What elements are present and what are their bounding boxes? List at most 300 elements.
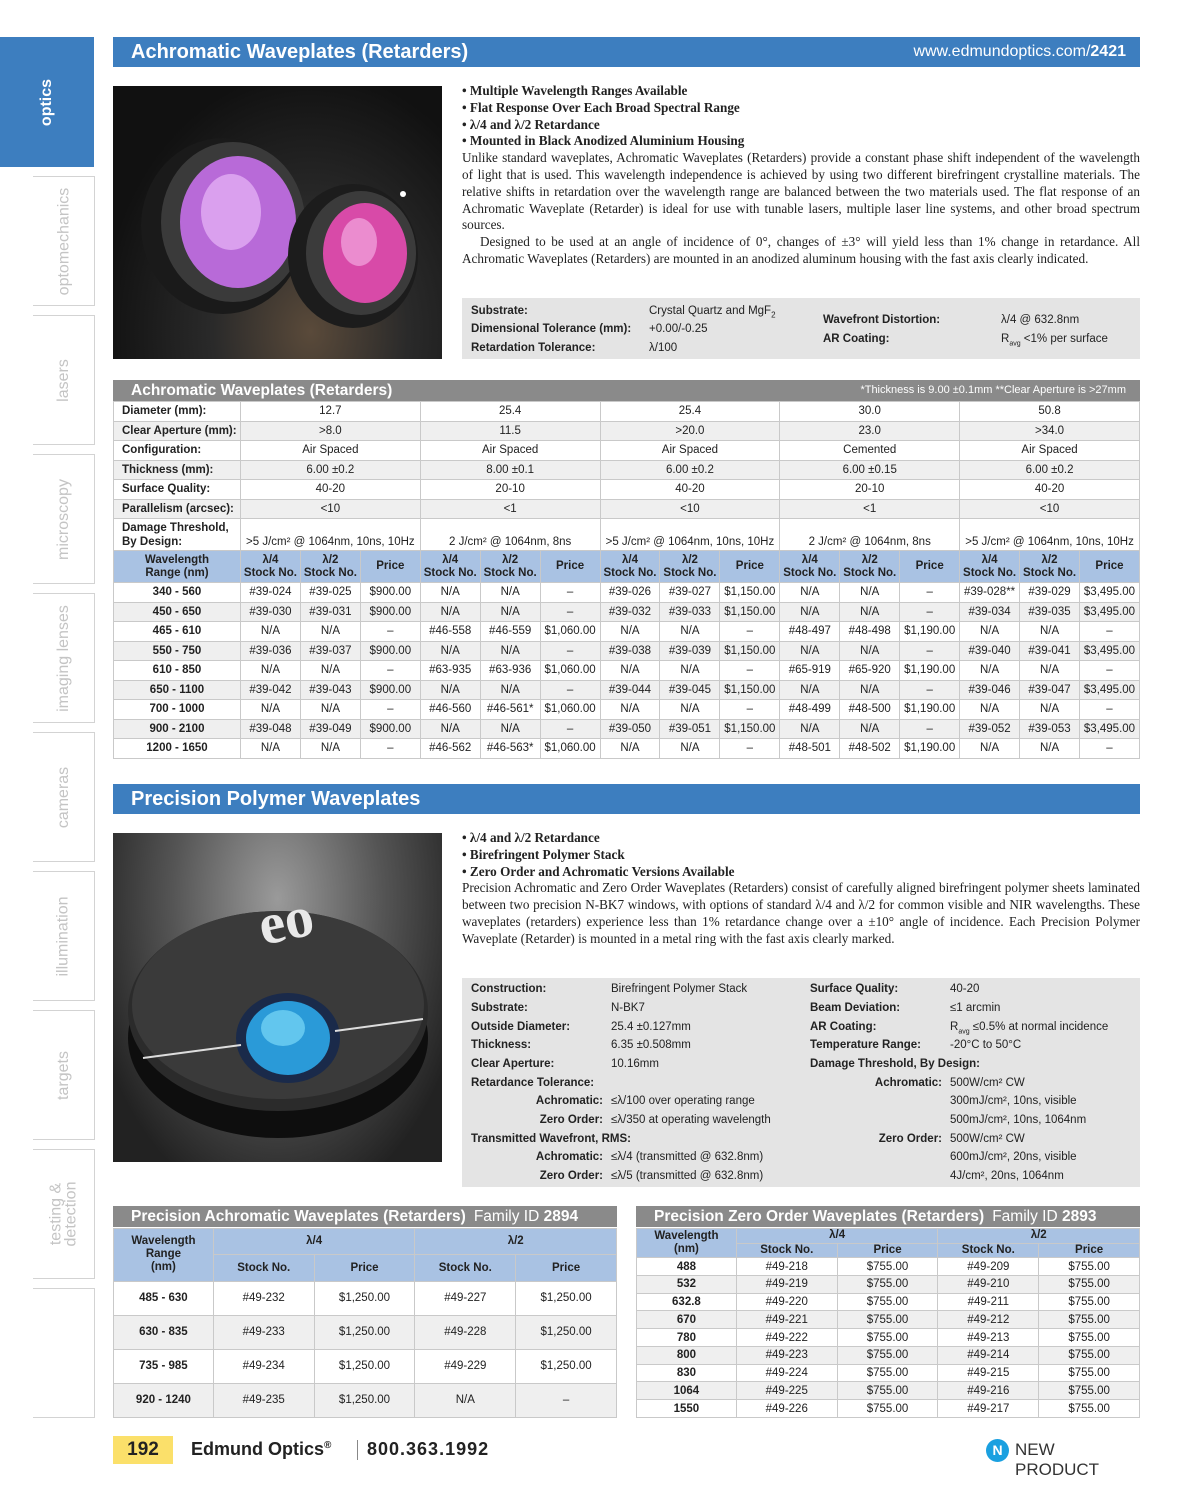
data-cell: N/A bbox=[840, 583, 900, 603]
spec-cell: >5 J/cm² @ 1064nm, 10ns, 10Hz bbox=[960, 519, 1140, 551]
spec-cell: 40-20 bbox=[960, 480, 1140, 500]
column-header: Stock No. bbox=[415, 1255, 516, 1281]
data-cell[interactable]: #46-562 bbox=[420, 739, 480, 759]
data-cell: $3,495.00 bbox=[1080, 680, 1140, 700]
page-number: 192 bbox=[113, 1436, 173, 1464]
data-cell[interactable]: #49-214 bbox=[938, 1346, 1039, 1364]
spec-cell: <10 bbox=[240, 499, 420, 519]
spec-cell: 20-10 bbox=[780, 480, 960, 500]
spec-cell: Air Spaced bbox=[240, 441, 420, 461]
data-cell[interactable]: #49-215 bbox=[938, 1364, 1039, 1382]
data-cell[interactable]: #65-920 bbox=[840, 661, 900, 681]
spec-cell: Air Spaced bbox=[600, 441, 780, 461]
range-cell: 735 - 985 bbox=[114, 1349, 214, 1383]
data-cell[interactable]: #39-040 bbox=[960, 641, 1020, 661]
data-cell[interactable]: #39-052 bbox=[960, 719, 1020, 739]
data-cell: $755.00 bbox=[1039, 1329, 1140, 1347]
table-row bbox=[637, 1258, 1140, 1276]
data-cell: $3,495.00 bbox=[1080, 719, 1140, 739]
data-cell[interactable]: #48-498 bbox=[840, 622, 900, 642]
product-photo-polymer-waveplate bbox=[113, 833, 442, 1162]
data-cell: N/A bbox=[300, 622, 360, 642]
spec-value: Crystal Quartz and MgF$_2$ bbox=[649, 305, 776, 320]
table-header-row bbox=[637, 1229, 1140, 1244]
column-header: Wavelength (nm) bbox=[637, 1229, 737, 1258]
data-cell: N/A bbox=[420, 719, 480, 739]
table-row bbox=[114, 602, 1140, 622]
data-cell: $755.00 bbox=[1039, 1382, 1140, 1400]
data-cell: $1,250.00 bbox=[516, 1349, 617, 1383]
data-cell: N/A bbox=[420, 583, 480, 603]
data-cell: $3,495.00 bbox=[1080, 641, 1140, 661]
data-cell: $1,150.00 bbox=[720, 680, 780, 700]
data-cell: – bbox=[900, 680, 960, 700]
data-cell: N/A bbox=[600, 739, 660, 759]
column-header: λ/2 Stock No. bbox=[660, 551, 720, 583]
data-cell[interactable]: #39-042 bbox=[240, 680, 300, 700]
table-row bbox=[114, 641, 1140, 661]
column-header: λ/4 Stock No. bbox=[420, 551, 480, 583]
data-cell: $755.00 bbox=[837, 1364, 938, 1382]
data-cell[interactable]: #39-033 bbox=[660, 602, 720, 622]
data-cell: – bbox=[516, 1383, 617, 1417]
data-cell: N/A bbox=[480, 719, 540, 739]
data-cell[interactable]: #63-936 bbox=[480, 661, 540, 681]
data-cell: $755.00 bbox=[837, 1382, 938, 1400]
spec-cell: <1 bbox=[780, 499, 960, 519]
data-cell[interactable]: #39-039 bbox=[660, 641, 720, 661]
spec-label: Surface Quality: bbox=[114, 480, 241, 500]
data-cell: N/A bbox=[780, 583, 840, 603]
data-cell[interactable]: #46-560 bbox=[420, 700, 480, 720]
table-row bbox=[114, 739, 1140, 759]
data-cell: $1,190.00 bbox=[900, 700, 960, 720]
data-cell: $1,190.00 bbox=[900, 739, 960, 759]
data-cell: N/A bbox=[780, 680, 840, 700]
column-header: Price bbox=[720, 551, 780, 583]
data-cell: N/A bbox=[1020, 661, 1080, 681]
data-cell: N/A bbox=[1020, 622, 1080, 642]
data-cell[interactable]: #48-500 bbox=[840, 700, 900, 720]
feature-item: • Zero Order and Achromatic Versions Available bbox=[462, 863, 735, 879]
feature-item: • λ/4 and λ/2 Retardance bbox=[462, 830, 600, 845]
data-cell[interactable]: #39-027 bbox=[660, 583, 720, 603]
spec-cell: 30.0 bbox=[780, 402, 960, 422]
data-cell: N/A bbox=[240, 622, 300, 642]
data-cell[interactable]: #49-229 bbox=[415, 1349, 516, 1383]
data-cell: – bbox=[900, 641, 960, 661]
data-cell: N/A bbox=[480, 680, 540, 700]
data-cell: $755.00 bbox=[837, 1400, 938, 1418]
data-cell[interactable]: #49-213 bbox=[938, 1329, 1039, 1347]
range-cell: 1064 bbox=[637, 1382, 737, 1400]
data-cell: $755.00 bbox=[1039, 1400, 1140, 1418]
side-tab-lasers[interactable]: lasers bbox=[33, 315, 95, 445]
side-tab-imaging-lenses[interactable]: imaging lenses bbox=[33, 593, 95, 723]
feature-list bbox=[462, 83, 1140, 150]
range-cell: 670 bbox=[637, 1311, 737, 1329]
data-cell[interactable]: #49-218 bbox=[736, 1258, 837, 1276]
data-cell: N/A bbox=[1020, 739, 1080, 759]
data-cell[interactable]: #49-216 bbox=[938, 1382, 1039, 1400]
data-cell[interactable]: #48-501 bbox=[780, 739, 840, 759]
column-header: Wavelength Range (nm) bbox=[114, 1229, 214, 1282]
data-cell[interactable]: #39-026 bbox=[600, 583, 660, 603]
data-cell[interactable]: #49-222 bbox=[736, 1329, 837, 1347]
spec-label: Clear Aperture (mm): bbox=[114, 421, 241, 441]
data-cell: $755.00 bbox=[837, 1293, 938, 1311]
spec-label: Damage Threshold, By Design: bbox=[114, 519, 241, 551]
waveplate-illustration bbox=[113, 86, 442, 359]
column-header: λ/2 Stock No. bbox=[300, 551, 360, 583]
table-title-precision-achromatic: Precision Achromatic Waveplates (Retarders) Family ID 2894 bbox=[113, 1206, 617, 1227]
data-cell[interactable]: #49-234 bbox=[213, 1349, 314, 1383]
table-note: *Thickness is 9.00 ±0.1mm **Clear Aperture is >27mm bbox=[860, 384, 1126, 396]
range-cell: 630 - 835 bbox=[114, 1315, 214, 1349]
data-cell[interactable]: #49-227 bbox=[415, 1281, 516, 1315]
data-cell[interactable]: #49-219 bbox=[736, 1275, 837, 1293]
data-cell: $1,250.00 bbox=[516, 1315, 617, 1349]
data-cell: $755.00 bbox=[837, 1329, 938, 1347]
spec-cell: >5 J/cm² @ 1064nm, 10ns, 10Hz bbox=[600, 519, 780, 551]
spec-cell: >20.0 bbox=[600, 421, 780, 441]
table-row bbox=[114, 622, 1140, 642]
data-cell[interactable]: #39-049 bbox=[300, 719, 360, 739]
data-cell: N/A bbox=[960, 700, 1020, 720]
data-cell[interactable]: #65-919 bbox=[780, 661, 840, 681]
data-cell[interactable]: #39-038 bbox=[600, 641, 660, 661]
section-banner-achromatic bbox=[113, 37, 1140, 67]
data-cell[interactable]: #39-045 bbox=[660, 680, 720, 700]
data-cell: N/A bbox=[420, 641, 480, 661]
data-cell: $3,495.00 bbox=[1080, 583, 1140, 603]
data-cell[interactable]: #49-209 bbox=[938, 1258, 1039, 1276]
data-cell[interactable]: #49-212 bbox=[938, 1311, 1039, 1329]
data-cell: $1,060.00 bbox=[540, 739, 600, 759]
data-cell[interactable]: #39-035 bbox=[1020, 602, 1080, 622]
column-header: λ/4 bbox=[213, 1229, 415, 1255]
range-cell: 485 - 630 bbox=[114, 1281, 214, 1315]
data-cell: N/A bbox=[960, 661, 1020, 681]
data-cell: N/A bbox=[660, 739, 720, 759]
data-cell: – bbox=[1080, 622, 1140, 642]
column-header: λ/2 Stock No. bbox=[840, 551, 900, 583]
data-cell: – bbox=[540, 680, 600, 700]
data-cell: N/A bbox=[300, 700, 360, 720]
data-cell[interactable]: #49-221 bbox=[736, 1311, 837, 1329]
spec-cell: 2 J/cm² @ 1064nm, 8ns bbox=[780, 519, 960, 551]
column-header: Price bbox=[516, 1255, 617, 1281]
spec-row-damage bbox=[114, 519, 1140, 551]
range-cell: 1550 bbox=[637, 1400, 737, 1418]
range-cell: 632.8 bbox=[637, 1293, 737, 1311]
precision-achromatic-table bbox=[113, 1228, 617, 1418]
column-header: λ/2 bbox=[415, 1229, 617, 1255]
column-header: Price bbox=[837, 1243, 938, 1258]
column-header: λ/4 Stock No. bbox=[960, 551, 1020, 583]
paragraph: Unlike standard waveplates, Achromatic Waveplates (Retarders) provide a constant phase shift independent of the wavelength of light that is used. This wavelength independence is achieved by using two different birefringent crystalline materials. The relative shifts in retardation over the wavelength range are balanced between the two materials used. The flat response of an Achromatic Waveplate (Retarder) is ideal for use with tunable lasers, multiple laser line systems, and other broad spectrum sources. bbox=[462, 150, 1140, 233]
data-cell[interactable]: #39-037 bbox=[300, 641, 360, 661]
data-cell: $755.00 bbox=[1039, 1258, 1140, 1276]
new-product-label: NEW PRODUCT bbox=[1015, 1440, 1100, 1479]
table-row bbox=[114, 1315, 617, 1349]
column-header: λ/4 Stock No. bbox=[780, 551, 840, 583]
spec-cell: 6.00 ±0.2 bbox=[600, 460, 780, 480]
data-cell: N/A bbox=[960, 622, 1020, 642]
column-header: Stock No. bbox=[213, 1255, 314, 1281]
data-cell: N/A bbox=[600, 622, 660, 642]
data-cell: $755.00 bbox=[837, 1311, 938, 1329]
product-url[interactable]: www.edmundoptics.com/2421 bbox=[913, 43, 1126, 60]
spec-row bbox=[114, 441, 1140, 461]
data-cell[interactable]: #39-034 bbox=[960, 602, 1020, 622]
data-cell: N/A bbox=[600, 661, 660, 681]
data-cell[interactable]: #39-028** bbox=[960, 583, 1020, 603]
table-header-row bbox=[114, 1229, 617, 1255]
spec-label: Diameter (mm): bbox=[114, 402, 241, 422]
data-cell: N/A bbox=[780, 719, 840, 739]
table-row bbox=[114, 583, 1140, 603]
data-cell: $1,250.00 bbox=[314, 1349, 415, 1383]
data-cell[interactable]: #39-041 bbox=[1020, 641, 1080, 661]
range-cell: 700 - 1000 bbox=[114, 700, 241, 720]
column-header: λ/4 bbox=[736, 1229, 938, 1244]
spec-cell: 40-20 bbox=[240, 480, 420, 500]
data-cell[interactable]: #49-224 bbox=[736, 1364, 837, 1382]
side-tab-illumination[interactable]: illumination bbox=[33, 871, 95, 1001]
precision-zero-order-table bbox=[636, 1228, 1140, 1418]
data-cell[interactable]: #39-043 bbox=[300, 680, 360, 700]
data-cell[interactable]: #39-029 bbox=[1020, 583, 1080, 603]
spec-row bbox=[114, 460, 1140, 480]
range-cell: 550 - 750 bbox=[114, 641, 241, 661]
page-footer bbox=[113, 1436, 1140, 1479]
data-cell: $1,250.00 bbox=[314, 1315, 415, 1349]
range-cell: 340 - 560 bbox=[114, 583, 241, 603]
spec-cell: 2 J/cm² @ 1064nm, 8ns bbox=[420, 519, 600, 551]
spec-label: Configuration: bbox=[114, 441, 241, 461]
footer-divider bbox=[357, 1440, 358, 1460]
data-cell: $900.00 bbox=[360, 583, 420, 603]
column-header: Wavelength Range (nm) bbox=[114, 551, 241, 583]
spec-row bbox=[114, 402, 1140, 422]
data-cell: N/A bbox=[415, 1383, 516, 1417]
column-header: λ/2 Stock No. bbox=[480, 551, 540, 583]
data-cell: – bbox=[360, 661, 420, 681]
range-cell: 920 - 1240 bbox=[114, 1383, 214, 1417]
data-cell[interactable]: #46-561* bbox=[480, 700, 540, 720]
table-row bbox=[637, 1311, 1140, 1329]
data-cell: $1,190.00 bbox=[900, 622, 960, 642]
data-cell[interactable]: #39-031 bbox=[300, 602, 360, 622]
data-cell: N/A bbox=[480, 641, 540, 661]
column-header: λ/4 Stock No. bbox=[600, 551, 660, 583]
data-cell[interactable]: #49-226 bbox=[736, 1400, 837, 1418]
data-cell[interactable]: #39-046 bbox=[960, 680, 1020, 700]
data-cell[interactable]: #39-048 bbox=[240, 719, 300, 739]
side-tab-targets[interactable]: targets bbox=[33, 1010, 95, 1140]
column-header: Price bbox=[540, 551, 600, 583]
data-cell[interactable]: #49-211 bbox=[938, 1293, 1039, 1311]
data-cell: $1,150.00 bbox=[720, 719, 780, 739]
column-header: λ/2 bbox=[938, 1229, 1140, 1244]
data-cell: N/A bbox=[780, 602, 840, 622]
spec-row bbox=[114, 421, 1140, 441]
spec-cell: Air Spaced bbox=[420, 441, 600, 461]
spec-cell: 11.5 bbox=[420, 421, 600, 441]
data-cell[interactable]: #48-497 bbox=[780, 622, 840, 642]
range-cell: 780 bbox=[637, 1329, 737, 1347]
data-cell: N/A bbox=[420, 602, 480, 622]
data-cell: – bbox=[360, 700, 420, 720]
spec-cell: 8.00 ±0.1 bbox=[420, 460, 600, 480]
column-header: Price bbox=[360, 551, 420, 583]
data-cell: – bbox=[540, 641, 600, 661]
data-cell: N/A bbox=[420, 680, 480, 700]
spec-cell: 20-10 bbox=[420, 480, 600, 500]
table-row bbox=[114, 719, 1140, 739]
data-cell: N/A bbox=[780, 641, 840, 661]
eo-logo: eo bbox=[252, 882, 320, 958]
column-header: λ/4 Stock No. bbox=[240, 551, 300, 583]
range-cell: 450 - 650 bbox=[114, 602, 241, 622]
data-cell[interactable]: #49-235 bbox=[213, 1383, 314, 1417]
data-cell: N/A bbox=[840, 719, 900, 739]
data-cell[interactable]: #39-051 bbox=[660, 719, 720, 739]
data-cell: – bbox=[1080, 661, 1140, 681]
data-cell[interactable]: #48-502 bbox=[840, 739, 900, 759]
data-cell[interactable]: #49-217 bbox=[938, 1400, 1039, 1418]
data-cell[interactable]: #39-047 bbox=[1020, 680, 1080, 700]
data-cell: – bbox=[720, 739, 780, 759]
data-cell: N/A bbox=[480, 602, 540, 622]
side-tab-empty bbox=[33, 1288, 95, 1418]
spec-cell: 6.00 ±0.15 bbox=[780, 460, 960, 480]
data-cell[interactable]: #39-050 bbox=[600, 719, 660, 739]
data-cell[interactable]: #39-024 bbox=[240, 583, 300, 603]
spec-cell: 50.8 bbox=[960, 402, 1140, 422]
spec-label: Parallelism (arcsec): bbox=[114, 499, 241, 519]
data-cell: N/A bbox=[600, 700, 660, 720]
spec-box-achromatic: Substrate: Crystal Quartz and MgF$_2$ Dimensional Tolerance (mm): +0.00/-0.25 Retardation Tolerance: λ/100 Wavefront Distortion: λ/4 @ 632.8nm AR Coating: $R_{avg} <1\%$ per surface bbox=[462, 298, 1140, 359]
data-cell: $1,060.00 bbox=[540, 661, 600, 681]
data-cell: N/A bbox=[660, 661, 720, 681]
data-cell: N/A bbox=[660, 622, 720, 642]
data-cell[interactable]: #39-044 bbox=[600, 680, 660, 700]
spec-cell: >34.0 bbox=[960, 421, 1140, 441]
table-row bbox=[637, 1275, 1140, 1293]
spec-cell: <10 bbox=[600, 499, 780, 519]
column-header: λ/2 Stock No. bbox=[1020, 551, 1080, 583]
data-cell: $900.00 bbox=[360, 602, 420, 622]
data-cell: $1,250.00 bbox=[314, 1281, 415, 1315]
data-cell: – bbox=[900, 602, 960, 622]
data-cell[interactable]: #49-225 bbox=[736, 1382, 837, 1400]
data-cell: $1,060.00 bbox=[540, 700, 600, 720]
data-cell: $1,250.00 bbox=[314, 1383, 415, 1417]
table-header-row bbox=[114, 551, 1140, 583]
data-cell: $1,150.00 bbox=[720, 583, 780, 603]
side-tab-testing-detection[interactable]: testing & detection bbox=[33, 1149, 95, 1279]
data-cell[interactable]: #46-558 bbox=[420, 622, 480, 642]
data-cell[interactable]: #49-220 bbox=[736, 1293, 837, 1311]
data-cell: $755.00 bbox=[1039, 1275, 1140, 1293]
side-tab-optics[interactable]: optics bbox=[0, 37, 94, 167]
section1-description bbox=[462, 83, 1140, 268]
data-cell: – bbox=[1080, 700, 1140, 720]
data-cell: – bbox=[360, 622, 420, 642]
table-row bbox=[637, 1400, 1140, 1418]
data-cell[interactable]: #63-935 bbox=[420, 661, 480, 681]
data-cell[interactable]: #39-025 bbox=[300, 583, 360, 603]
spec-cell: 12.7 bbox=[240, 402, 420, 422]
spec-box-polymer: Construction: Birefringent Polymer Stack Substrate: N-BK7 Outside Diameter: 25.4 ±0.127mm Thickness: 6.35 ±0.508mm Clear Aperture: 10.16mm Retardance Tolerance: Achromatic: ≤λ/100 over operating range Zero Order: ≤λ/350 at operating wavelength Transmitted Wavefront, RMS: Achromatic: ≤λ/4 (transmitted @ 632.8nm) Zero Order: ≤λ/5 (transmitted @ 632.8nm) Surface Quality: 40-20 Beam Deviation: ≤1 arcmin AR Coating: $R_{avg} \le 0.5\%$ at normal incidence Temperature Range: -20°C to 50°C Damage Threshold, By Design: Achromatic: 500W/cm² CW 300mJ/cm², 10ns, visible 500mJ/cm², 10ns, 1064nm Zero Order: 500W/cm² CW 600mJ/cm², 20ns, visible 4J/cm², 20ns, 1064nm bbox=[462, 978, 1140, 1187]
column-header: Price bbox=[1080, 551, 1140, 583]
data-cell: $900.00 bbox=[360, 719, 420, 739]
side-tab-microscopy[interactable]: microscopy bbox=[33, 454, 95, 584]
data-cell[interactable]: #48-499 bbox=[780, 700, 840, 720]
data-cell: $755.00 bbox=[837, 1258, 938, 1276]
brand-name: Edmund Optics® bbox=[191, 1439, 332, 1459]
data-cell[interactable]: #46-563* bbox=[480, 739, 540, 759]
spec-row bbox=[114, 480, 1140, 500]
feature-item: • λ/4 and λ/2 Retardance bbox=[462, 116, 600, 132]
range-cell: 465 - 610 bbox=[114, 622, 241, 642]
data-cell: N/A bbox=[960, 739, 1020, 759]
table-row bbox=[114, 700, 1140, 720]
data-cell[interactable]: #39-036 bbox=[240, 641, 300, 661]
spec-cell: Cemented bbox=[780, 441, 960, 461]
section2-description bbox=[462, 830, 1140, 948]
feature-item: • Birefringent Polymer Stack bbox=[462, 846, 625, 862]
spec-cell: 40-20 bbox=[600, 480, 780, 500]
data-cell: $755.00 bbox=[1039, 1364, 1140, 1382]
spec-cell: 6.00 ±0.2 bbox=[240, 460, 420, 480]
data-cell[interactable]: #46-559 bbox=[480, 622, 540, 642]
side-tab-cameras[interactable]: cameras bbox=[33, 732, 95, 862]
paragraph: Designed to be used at an angle of incidence of 0°, changes of ±3° will yield less than 1% change in retardance. All Achromatic Waveplates (Retarders) are mounted in an anodized aluminum housing with the fast axis clearly indicated. bbox=[462, 234, 1140, 266]
data-cell[interactable]: #49-210 bbox=[938, 1275, 1039, 1293]
column-header: Stock No. bbox=[938, 1243, 1039, 1258]
data-cell: $1,250.00 bbox=[516, 1281, 617, 1315]
data-cell[interactable]: #49-232 bbox=[213, 1281, 314, 1315]
data-cell: – bbox=[900, 719, 960, 739]
column-header: Stock No. bbox=[736, 1243, 837, 1258]
product-photo-achromatic-waveplates bbox=[113, 86, 442, 359]
phone-number[interactable]: 800.363.1992 bbox=[367, 1439, 490, 1459]
table-row bbox=[114, 680, 1140, 700]
data-cell[interactable]: #49-228 bbox=[415, 1315, 516, 1349]
table-row bbox=[637, 1382, 1140, 1400]
data-cell[interactable]: #39-032 bbox=[600, 602, 660, 622]
data-cell: $1,190.00 bbox=[900, 661, 960, 681]
data-cell[interactable]: #39-053 bbox=[1020, 719, 1080, 739]
range-cell: 488 bbox=[637, 1258, 737, 1276]
data-cell[interactable]: #49-233 bbox=[213, 1315, 314, 1349]
data-cell[interactable]: #49-223 bbox=[736, 1346, 837, 1364]
side-tab-optomechanics[interactable]: optomechanics bbox=[33, 176, 95, 306]
spec-cell: >8.0 bbox=[240, 421, 420, 441]
data-cell: $1,150.00 bbox=[720, 602, 780, 622]
data-cell: $755.00 bbox=[1039, 1293, 1140, 1311]
spec-row bbox=[114, 499, 1140, 519]
table-row bbox=[637, 1364, 1140, 1382]
spec-cell: >5 J/cm² @ 1064nm, 10ns, 10Hz bbox=[240, 519, 420, 551]
data-cell: N/A bbox=[660, 700, 720, 720]
polymer-waveplate-illustration bbox=[113, 833, 442, 1162]
data-cell[interactable]: #39-030 bbox=[240, 602, 300, 622]
spec-label: Thickness (mm): bbox=[114, 460, 241, 480]
